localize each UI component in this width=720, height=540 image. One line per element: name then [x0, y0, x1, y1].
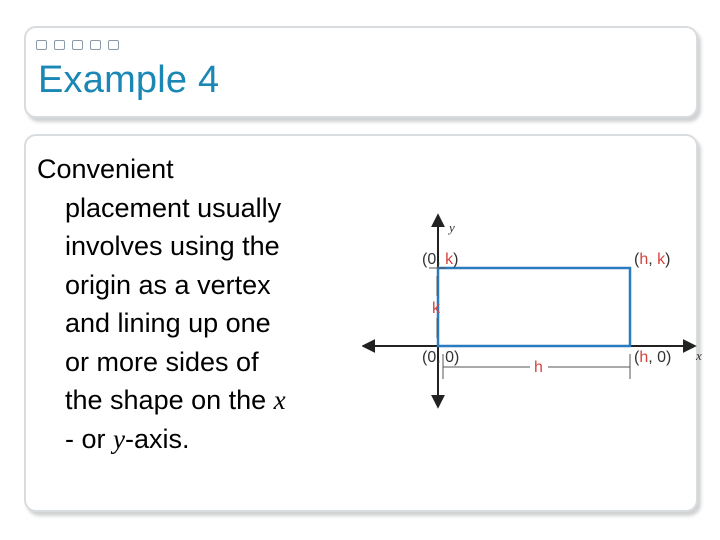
body-text: the shape on the: [65, 385, 274, 415]
body-line: involves using the: [65, 231, 280, 261]
title-panel: [24, 26, 698, 118]
body-text: -axis.: [125, 423, 190, 454]
body-line: origin as a vertex: [65, 269, 271, 300]
vertex-label-top-right: (h, k): [634, 251, 671, 268]
rectangle-shape: [438, 268, 630, 346]
slide-title: Example 4: [38, 59, 220, 101]
vertex-label-origin: (0, 0): [422, 349, 460, 366]
height-label: k: [432, 300, 440, 317]
x-axis-label: x: [696, 348, 702, 363]
body-line: and lining up one: [65, 308, 271, 338]
dot-icon: [36, 40, 47, 50]
coordinate-diagram: [362, 212, 702, 412]
body-line: Convenient: [37, 154, 174, 184]
y-variable: y: [113, 423, 125, 454]
width-label: h: [534, 359, 543, 376]
body-paragraph: [37, 150, 347, 458]
decorative-dots: [36, 40, 119, 50]
y-axis-label: y: [449, 220, 455, 235]
vertex-label-bottom-right: (h, 0): [634, 349, 672, 366]
body-line: [37, 420, 347, 459]
body-line: [37, 381, 347, 420]
vertex-label-top-left: (0, k): [422, 251, 459, 268]
dot-icon: [54, 40, 65, 50]
dot-icon: [90, 40, 101, 50]
dot-icon: [108, 40, 119, 50]
content-panel: [24, 134, 702, 512]
body-text: - or: [65, 423, 114, 454]
dot-icon: [72, 40, 83, 50]
x-variable: x: [273, 385, 286, 415]
body-line: placement usually: [65, 192, 282, 223]
body-line: or more sides of: [65, 346, 259, 377]
